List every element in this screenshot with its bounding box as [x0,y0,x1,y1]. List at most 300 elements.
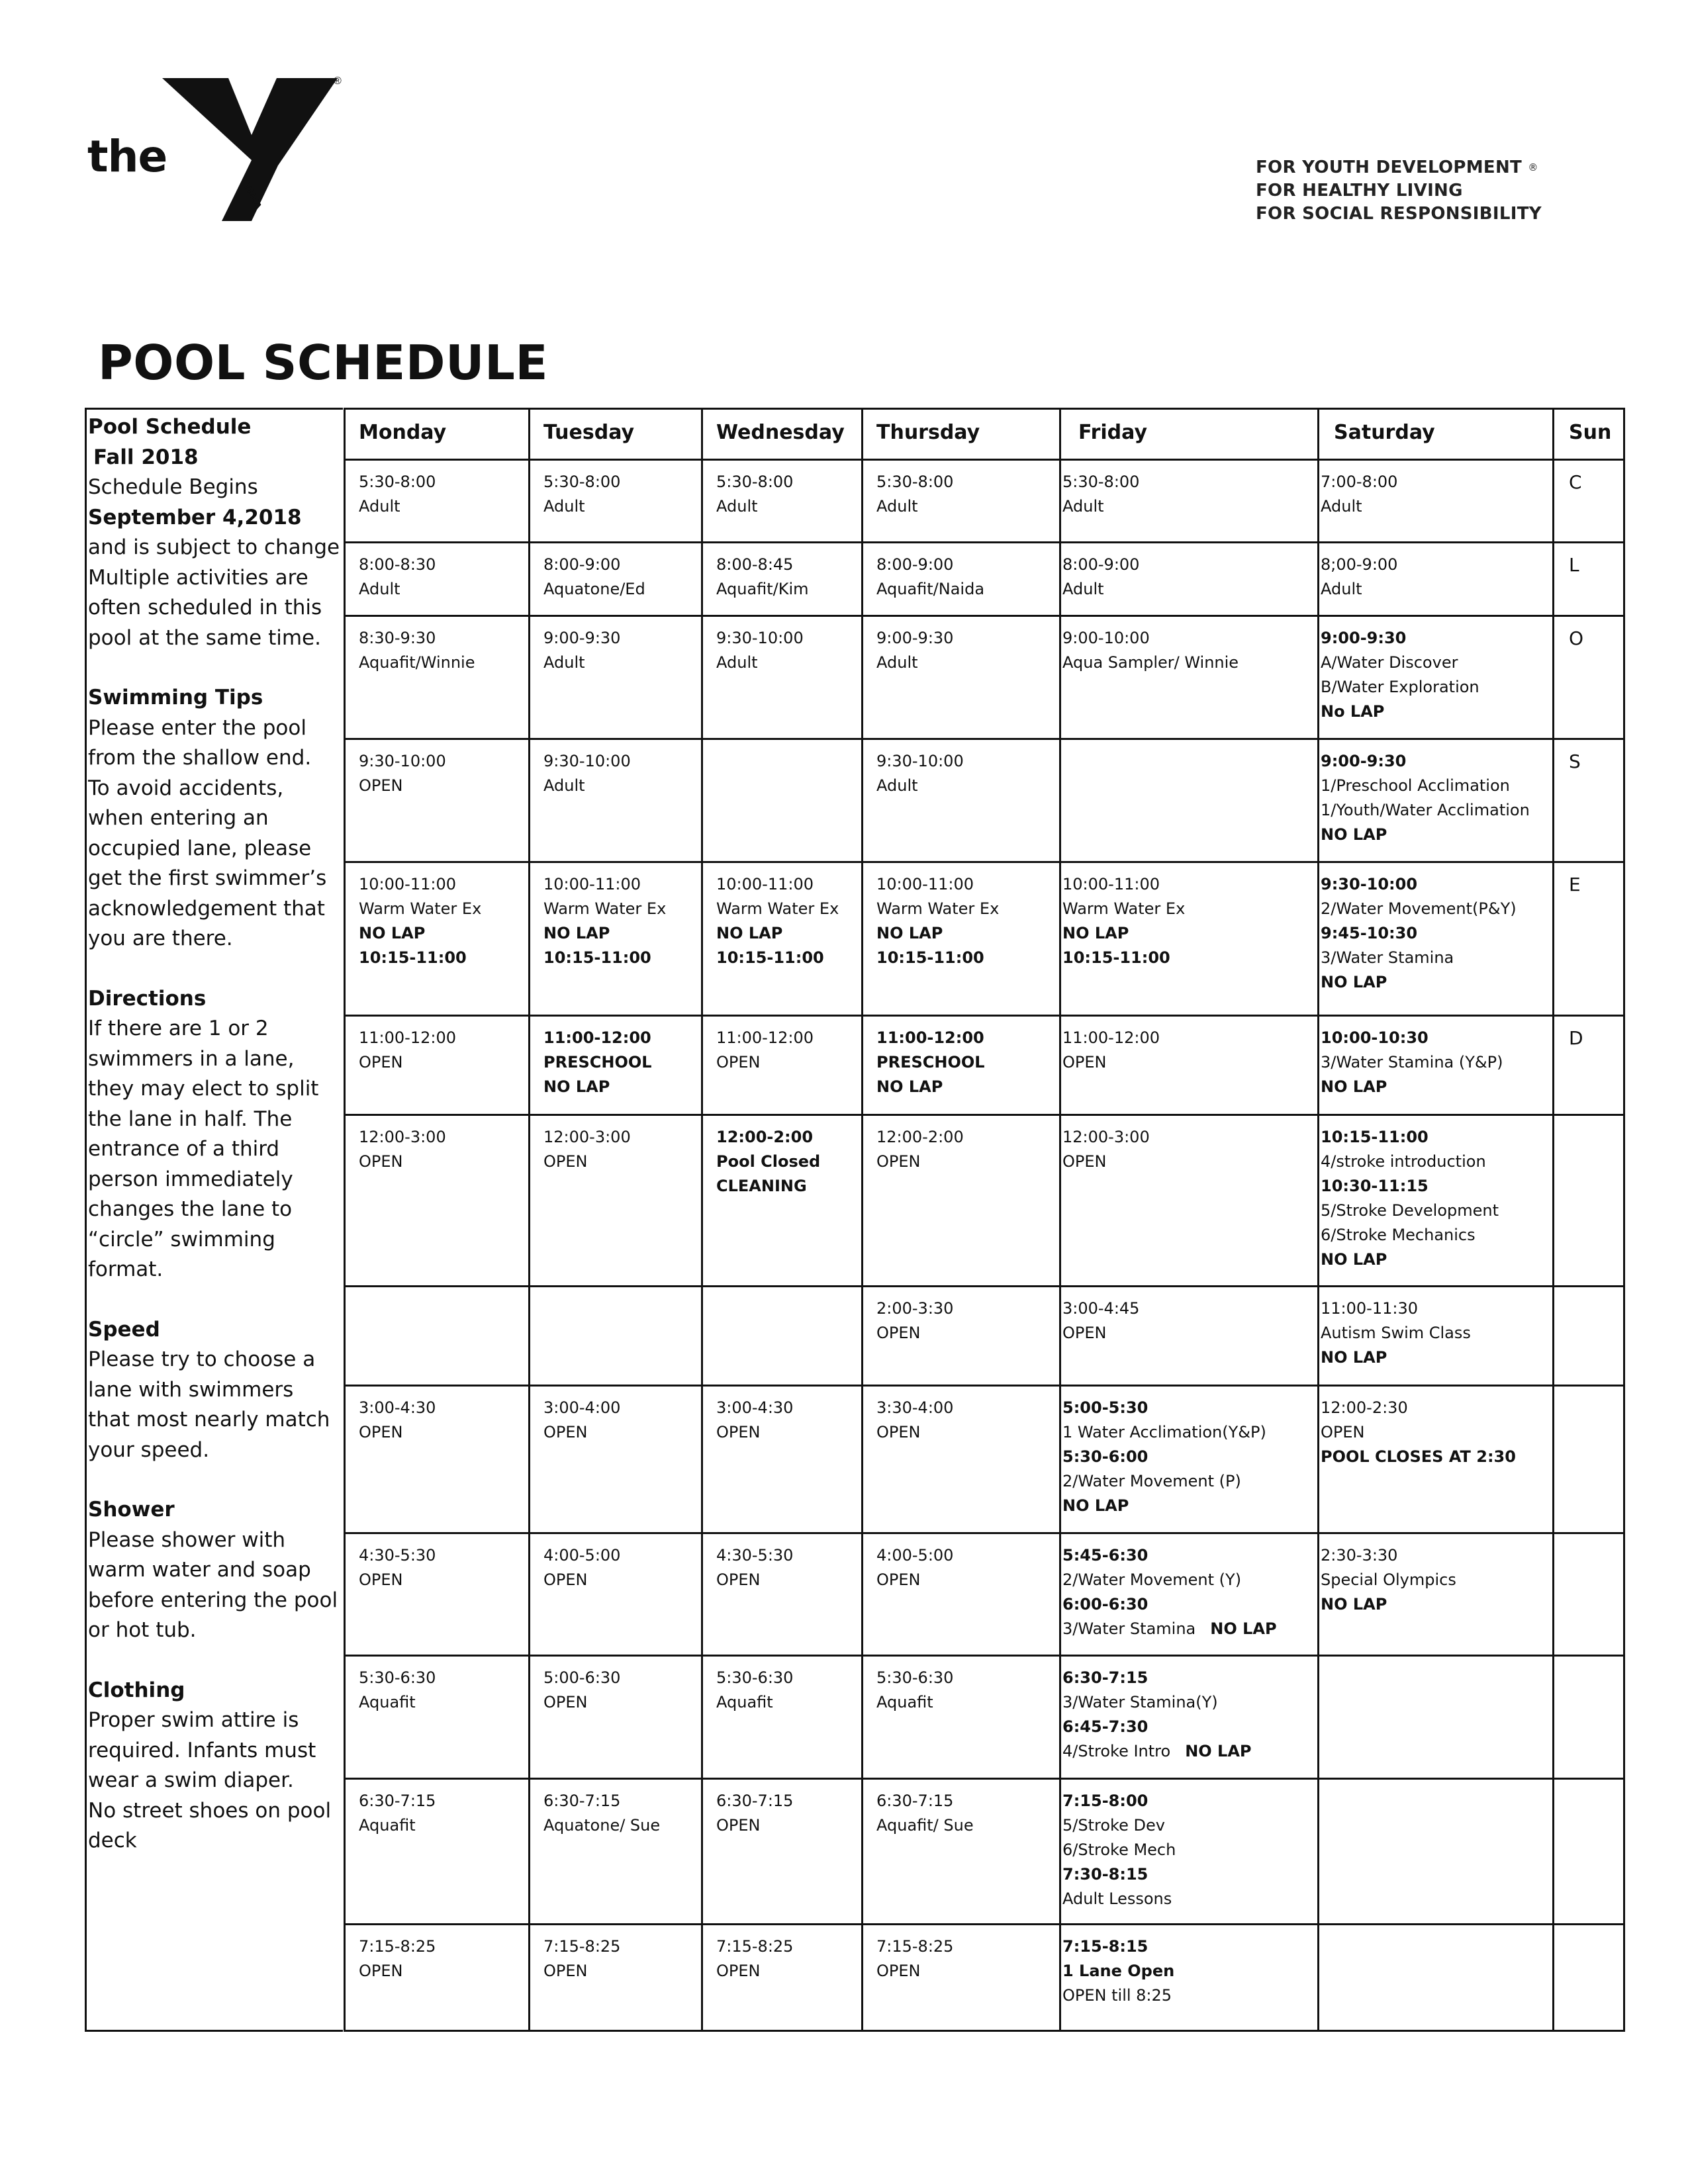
schedule-cell-tue [530,1533,702,1655]
schedule-line: 6:30-7:15 [543,1791,621,1810]
schedule-line: 8;00-9:00 [1321,555,1398,574]
sunday-closed-letter: C [1569,471,1582,493]
schedule-line: 11:00-12:00 [359,1028,456,1048]
schedule-line: OPEN [543,1152,588,1171]
day-header: Friday [1060,409,1319,460]
schedule-cell-fri [1060,1115,1319,1287]
schedule-row [345,1386,1624,1533]
schedule-bold-line: NO LAP [543,923,610,942]
schedule-cell-wed [702,1778,863,1924]
schedule-bold-line: 5:30-6:00 [1062,1447,1149,1467]
schedule-line: Warm Water Ex [716,899,839,918]
schedule-cell-wed [702,1286,863,1386]
schedule-cell-thu [863,1115,1060,1287]
schedule-cell-mon [345,1533,530,1655]
speed-text [88,1345,343,1465]
schedule-cell-tue [530,542,702,615]
schedule-line: 11:00-12:00 [1062,1028,1160,1048]
schedule-line: 10:00-11:00 [543,874,641,893]
directions-line: the lane in half. The [88,1107,293,1131]
shower-text [88,1525,343,1646]
schedule-bold-line: NO LAP [1321,1347,1387,1367]
sunday-cell [1554,615,1624,739]
schedule-line: OPEN till 8:25 [1062,1985,1172,2005]
schedule-bold-line: POOL CLOSES AT 2:30 [1321,1447,1516,1467]
sunday-closed-letter: L [1569,553,1579,576]
schedule-cell-mon [345,1016,530,1115]
schedule-line: 3:30-4:00 [876,1398,954,1418]
shower-line: warm water and soap [88,1558,311,1582]
schedule-cell-mon [345,1115,530,1287]
schedule-bold-line: NO LAP [1321,1594,1387,1614]
schedule-line: 5:30-6:30 [359,1668,436,1687]
schedule-cell-wed [702,1115,863,1287]
schedule-line: Adult [543,653,585,672]
schedule-cell-mon [345,1778,530,1924]
schedule-cell-thu [863,542,1060,615]
schedule-line: OPEN [543,1423,588,1442]
schedule-line: 8:00-9:00 [1062,555,1140,574]
schedule-line: 4/Stroke Intro NO LAP [1062,1741,1252,1760]
clothing-line: No street shoes on pool [88,1798,332,1823]
schedule-cell-thu [863,1533,1060,1655]
schedule-line: 3/Water Stamina NO LAP [1062,1619,1277,1638]
schedule-cell-fri [1060,1655,1319,1778]
schedule-line: Adult [543,497,585,516]
schedule-bold-line: 10:15-11:00 [876,948,984,967]
schedule-line: 8:00-8:45 [716,555,794,574]
schedule-line: OPEN [876,1323,921,1342]
sunday-cell [1554,1016,1624,1115]
schedule-cell-wed [702,862,863,1016]
directions-heading: Directions [88,986,207,1011]
schedule-bold-line: NO LAP [1321,1077,1387,1097]
clothing-heading: Clothing [88,1678,185,1702]
schedule-line: Warm Water Ex [876,899,1000,918]
sunday-cell [1554,1286,1624,1386]
schedule-cell-tue [530,1924,702,2030]
sunday-cell [1554,542,1624,615]
schedule-cell-tue [530,1016,702,1115]
schedule-cell-sat [1319,615,1554,739]
clothing-line: deck [88,1829,137,1852]
swimming-tips-line: when entering an [88,806,269,830]
sunday-cell [1554,862,1624,1016]
schedule-line: 4:30-5:30 [716,1545,794,1565]
schedule-cell-wed [702,1016,863,1115]
schedule-cell-tue [530,1115,702,1287]
schedule-line: OPEN [543,1692,588,1711]
schedule-cell-fri [1060,1286,1319,1386]
schedule-cell-tue [530,1655,702,1778]
schedule-bold-line: 10:15-11:00 [1062,948,1170,967]
schedule-line: 10:00-11:00 [716,874,814,893]
schedule-line: 4/stroke introduction [1321,1152,1486,1171]
schedule-line: OPEN [543,1570,588,1589]
page-title: POOL SCHEDULE [98,335,549,390]
schedule-bold-line: 11:00-12:00 [543,1028,651,1048]
schedule-cell-wed [702,739,863,862]
schedule-line: 10:00-11:00 [876,874,974,893]
schedule-cell-thu [863,1286,1060,1386]
schedule-bold-line: 1 Lane Open [1062,1961,1175,1980]
schedule-line: 2/Water Movement (Y) [1062,1570,1242,1589]
schedule-cell-fri [1060,460,1319,543]
schedule-bold-line: 10:15-11:00 [359,948,467,967]
speed-line: your speed. [88,1437,210,1462]
clothing-text [88,1706,343,1856]
schedule-bold-line: 7:15-8:00 [1062,1791,1149,1810]
schedule-line: Adult [543,776,585,795]
schedule-row [345,1924,1624,2030]
schedule-cell-sat [1319,460,1554,543]
schedule-bold-line: NO LAP [876,1077,943,1097]
schedule-line: OPEN [359,1152,403,1171]
schedule-line: Aquafit [876,1692,933,1711]
directions-line: format. [88,1257,164,1281]
schedule-line: Aquafit/ Sue [876,1815,974,1835]
schedule-line: Warm Water Ex [1062,899,1186,918]
sunday-cell [1554,460,1624,543]
schedule-cell-thu [863,1778,1060,1924]
schedule-line: OPEN [876,1423,921,1442]
schedule-line: Adult [359,579,400,598]
swimming-tips-line: you are there. [88,927,233,950]
schedule-cell-thu [863,862,1060,1016]
schedule-line: 3/Water Stamina (Y&P) [1321,1053,1503,1072]
schedule-bold-line: 5:45-6:30 [1062,1545,1149,1565]
info-begins: Schedule Begins [88,475,258,499]
info-season: Fall 2018 [93,445,199,469]
schedule-cell-wed [702,1386,863,1533]
schedule-cell-wed [702,1655,863,1778]
info-column [85,408,343,2032]
schedule-line: 8:00-9:00 [876,555,954,574]
ymca-y-icon [152,74,344,226]
schedule-cell-sat [1319,1286,1554,1386]
schedule-line: OPEN [716,1570,761,1589]
swimming-tips-text [88,713,343,954]
schedule-bold-line: 10:00-10:30 [1321,1028,1429,1048]
sunday-cell [1554,1386,1624,1533]
day-header: Wednesday [702,409,863,460]
schedule-bold-line: NO LAP [716,923,783,942]
sunday-closed-letter: D [1569,1027,1583,1050]
schedule-cell-mon [345,1655,530,1778]
schedule-cell-mon [345,862,530,1016]
schedule-cell-thu [863,615,1060,739]
schedule-line: 4:00-5:00 [876,1545,954,1565]
schedule-line: B/Water Exploration [1321,677,1479,696]
schedule-bold-line: 10:30-11:15 [1321,1177,1429,1196]
schedule-cell-fri [1060,1924,1319,2030]
schedule-cell-wed [702,1924,863,2030]
tagline-line: FOR SOCIAL RESPONSIBILITY [1256,204,1542,224]
schedule-bold-line: NO LAP [1062,923,1129,942]
schedule-line: Aquafit [359,1815,416,1835]
schedule-bold-line: 6:00-6:30 [1062,1594,1149,1614]
schedule-line: OPEN [359,1423,403,1442]
schedule-line: 3:00-4:30 [716,1398,794,1418]
schedule-line: OPEN [716,1053,761,1072]
speed-line: lane with swimmers [88,1377,294,1402]
info-heading: Pool Schedule [88,415,252,439]
schedule-row [345,1016,1624,1115]
day-header: Thursday [863,409,1060,460]
schedule-cell-sat [1319,1778,1554,1924]
day-header: Monday [345,409,530,460]
schedule-cell-tue [530,1778,702,1924]
schedule-line: 12:00-3:00 [359,1128,446,1147]
sunday-closed-letter: S [1569,750,1581,772]
schedule-line: 10:00-11:00 [1062,874,1160,893]
info-intro-line: pool at the same time. [88,625,321,650]
schedule-bold-line: NO LAP [1321,1250,1387,1269]
schedule-line: Warm Water Ex [543,899,667,918]
schedule-line: 9:00-9:30 [876,628,954,647]
clothing-line: required. Infants must [88,1738,316,1762]
schedule-cell-sat [1319,542,1554,615]
schedule-line: 11:00-11:30 [1321,1298,1418,1318]
schedule-cell-sat [1319,1924,1554,2030]
day-header: Saturday [1319,409,1554,460]
schedule-line: 3:00-4:00 [543,1398,621,1418]
schedule-cell-mon [345,1924,530,2030]
swimming-tips-line: occupied lane, please [88,836,312,860]
tagline-registered-mark: ® [1528,161,1538,173]
schedule-bold-line: 9:45-10:30 [1321,923,1418,942]
schedule-cell-mon [345,460,530,543]
logo-the-text: the [87,131,167,182]
swimming-tips-line: To avoid accidents, [88,776,284,800]
schedule-line: 12:00-3:00 [1062,1128,1150,1147]
info-intro-line: and is subject to change [88,535,340,559]
schedule-line: 12:00-2:00 [876,1128,964,1147]
schedule-bold-line: 10:15-11:00 [543,948,651,967]
schedule-cell-tue [530,1286,702,1386]
schedule-bold-line: 7:30-8:15 [1062,1864,1149,1884]
shower-line: Please shower with [88,1527,286,1552]
schedule-line: 2:30-3:30 [1321,1545,1398,1565]
schedule-line: 5:30-8:00 [543,473,621,491]
schedule-line: 7:00-8:00 [1321,473,1398,491]
schedule-cell-tue [530,1386,702,1533]
no-lap-label: NO LAP [1210,1619,1277,1638]
schedule-line: OPEN [1062,1053,1107,1072]
schedule-line: 5/Stroke Development [1321,1201,1499,1220]
sunday-cell [1554,1924,1624,2030]
clothing-line: Proper swim attire is [88,1708,299,1732]
sunday-cell [1554,1533,1624,1655]
schedule-bold-line: No LAP [1321,702,1385,721]
schedule-line: Adult [876,653,918,672]
schedule-cell-fri [1060,1016,1319,1115]
schedule-line: 7:15-8:25 [876,1936,954,1956]
shower-heading: Shower [88,1498,175,1522]
schedule-cell-fri [1060,615,1319,739]
schedule-line: 9:30-10:00 [359,751,446,770]
schedule-line: Warm Water Ex [359,899,482,918]
schedule-line: 7:15-8:25 [359,1936,436,1956]
info-start-date: September 4,2018 [88,505,302,529]
directions-line: entrance of a third [88,1137,280,1161]
schedule-row [345,542,1624,615]
schedule-line: OPEN [359,1570,403,1589]
schedule-line: 3/Water Stamina [1321,948,1454,967]
sunday-cell [1554,1778,1624,1924]
schedule-line: 10:00-11:00 [359,874,456,893]
info-intro-line: often scheduled in this [88,596,322,619]
schedule-line: 6/Stroke Mechanics [1321,1226,1476,1245]
schedule-bold-line: 6:30-7:15 [1062,1668,1149,1687]
shower-line: or hot tub. [88,1618,197,1642]
schedule-line: 12:00-3:00 [543,1128,631,1147]
sunday-cell [1554,739,1624,862]
directions-line: person immediately [88,1167,293,1191]
schedule-line: 9:30-10:00 [543,751,631,770]
schedule-line: 6:30-7:15 [716,1791,794,1810]
schedule-cell-sat [1319,862,1554,1016]
schedule-line: 11:00-12:00 [716,1028,814,1048]
schedule-cell-wed [702,615,863,739]
day-header-row [345,409,1624,460]
schedule-line: OPEN [1321,1423,1365,1442]
schedule-line: 5/Stroke Dev [1062,1815,1165,1835]
schedule-line: 5:30-8:00 [359,473,436,491]
schedule-line: OPEN [876,1961,921,1980]
schedule-line: Aquafit [359,1692,416,1711]
schedule-line: Aquafit/Kim [716,579,809,598]
swimming-tips-line: from the shallow end. [88,746,312,770]
schedule-cell-sat [1319,739,1554,862]
schedule-cell-sat [1319,1655,1554,1778]
schedule-cell-fri [1060,862,1319,1016]
schedule-cell-wed [702,1533,863,1655]
swimming-tips-heading: Swimming Tips [88,686,263,709]
shower-line: before entering the pool [88,1588,338,1612]
schedule-cell-thu [863,739,1060,862]
schedule-line: 5:30-8:00 [716,473,794,491]
schedule-row [345,615,1624,739]
schedule-line: Adult [716,497,758,516]
schedule-line: OPEN [1062,1152,1107,1171]
clothing-line: wear a swim diaper. [88,1768,294,1792]
schedule-line: 9:30-10:00 [876,751,964,770]
schedule-line: 5:00-6:30 [543,1668,621,1687]
schedule-line: 6:30-7:15 [359,1791,436,1810]
schedule-line: Adult [1321,497,1362,516]
schedule-line: 1/Youth/Water Acclimation [1321,800,1530,819]
schedule-bold-line: Pool Closed [716,1152,821,1171]
schedule-cell-sat [1319,1386,1554,1533]
schedule-bold-line: 10:15-11:00 [1321,1128,1429,1147]
schedule-cell-wed [702,542,863,615]
day-header: Sun [1554,409,1624,460]
schedule-line: OPEN [359,1053,403,1072]
schedule-line: 7:15-8:25 [716,1936,794,1956]
logo-registered-mark: ® [334,75,342,87]
schedule-cell-fri [1060,1778,1319,1924]
schedule-line: 12:00-2:30 [1321,1398,1408,1418]
schedule-bold-line: 5:00-5:30 [1062,1398,1149,1418]
schedule-line: 5:30-8:00 [876,473,954,491]
schedule-row [345,1286,1624,1386]
schedule-line: OPEN [359,1961,403,1980]
schedule-bold-line: NO LAP [359,923,426,942]
ymca-logo [86,74,364,226]
schedule-line: Adult [359,497,400,516]
schedule-line: Autism Swim Class [1321,1323,1471,1342]
sunday-closed-letter: E [1569,873,1581,895]
schedule-bold-line: PRESCHOOL [876,1053,985,1072]
schedule-cell-fri [1060,1386,1319,1533]
directions-line: changes the lane to [88,1197,293,1221]
schedule-bold-line: CLEANING [716,1177,807,1196]
schedule-row [345,1533,1624,1655]
schedule-table [344,408,1625,2032]
schedule-line: A/Water Discover [1321,653,1458,672]
schedule-cell-tue [530,739,702,862]
schedule-line: Aqua Sampler/ Winnie [1062,653,1239,672]
schedule-row [345,1655,1624,1778]
schedule-cell-thu [863,1924,1060,2030]
schedule-bold-line: 9:00-9:30 [1321,628,1407,647]
schedule-cell-tue [530,460,702,543]
schedule-line: Aquatone/Ed [543,579,645,598]
schedule-cell-fri [1060,542,1319,615]
sunday-closed-letter: O [1569,627,1584,649]
swimming-tips-line: Please enter the pool [88,715,306,740]
schedule-line: 8:00-8:30 [359,555,436,574]
directions-line: “circle” swimming [88,1227,275,1251]
schedule-cell-sat [1319,1115,1554,1287]
schedule-line: 9:30-10:00 [716,628,804,647]
day-header: Tuesday [530,409,702,460]
schedule-line: 4:00-5:00 [543,1545,621,1565]
schedule-cell-thu [863,1016,1060,1115]
schedule-cell-thu [863,460,1060,543]
schedule-line: OPEN [876,1570,921,1589]
directions-text [88,1014,343,1285]
schedule-cell-thu [863,1655,1060,1778]
directions-line: swimmers in a lane, [88,1046,295,1071]
schedule-line: 8:00-9:00 [543,555,621,574]
schedule-bold-line: 11:00-12:00 [876,1028,984,1048]
schedule-bold-line: NO LAP [1321,825,1387,844]
schedule-row [345,460,1624,543]
schedule-cell-thu [863,1386,1060,1533]
schedule-line: Aquatone/ Sue [543,1815,661,1835]
schedule-bold-line: NO LAP [543,1077,610,1097]
speed-line: Please try to choose a [88,1347,316,1371]
schedule-line: 6/Stroke Mech [1062,1840,1176,1859]
directions-line: they may elect to split [88,1077,319,1101]
schedule-line: OPEN [359,776,403,795]
schedule-row [345,1115,1624,1287]
schedule-cell-sat [1319,1533,1554,1655]
schedule-bold-line: NO LAP [1062,1496,1129,1516]
schedule-bold-line: NO LAP [876,923,943,942]
schedule-cell-tue [530,615,702,739]
swimming-tips-line: acknowledgement that [88,896,325,921]
no-lap-label: NO LAP [1185,1741,1252,1760]
speed-heading: Speed [88,1317,160,1342]
schedule-line: 3:00-4:30 [359,1398,436,1418]
schedule-line: 8:30-9:30 [359,628,436,647]
schedule-line: OPEN [876,1152,921,1171]
schedule-line: OPEN [716,1423,761,1442]
schedule-cell-tue [530,862,702,1016]
